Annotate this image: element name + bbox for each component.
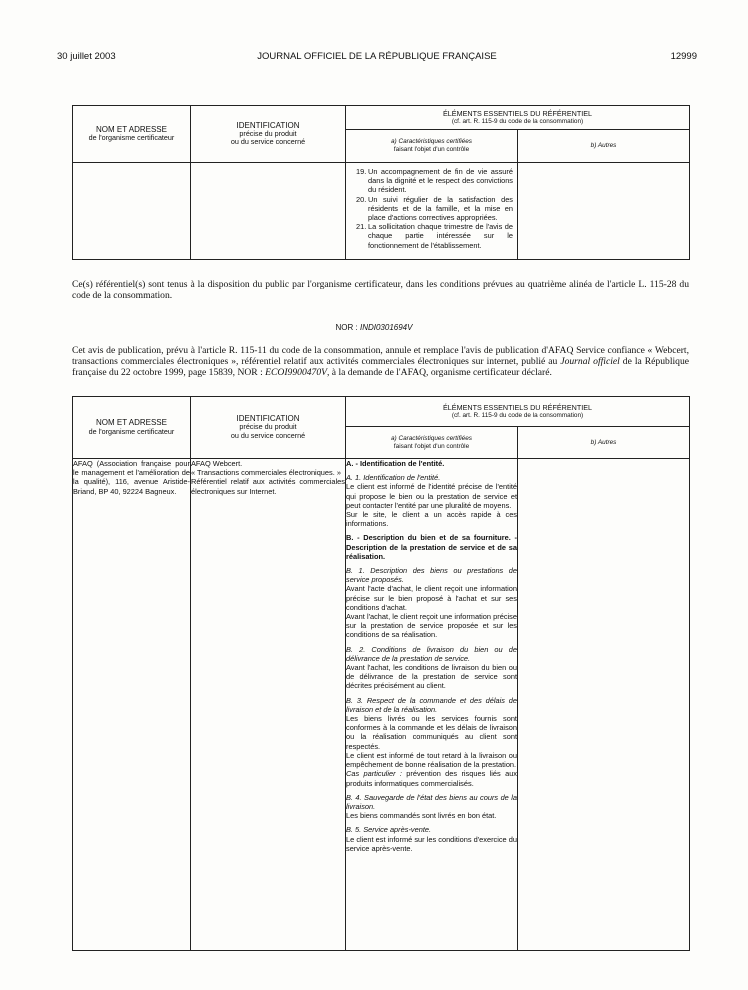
paragraph: Avant l'achat, le client reçoit une information précise sur la prestation de service proposée et sur les conditions de sa réalisation. [346, 612, 517, 640]
paragraph: Avant l'acte d'achat, le client reçoit une information précise sur le bien proposé à l'achat et sur ses conditions d'achat. [346, 584, 517, 612]
cell-identification-empty [191, 163, 346, 260]
cell-criteria [346, 163, 518, 260]
header-elements-essentiels: ÉLÉMENTS ESSENTIELS DU RÉFÉRENTIEL (cf. art. R. 115-9 du code de la consommation) [346, 106, 690, 130]
subsection-title-b3: B. 3. Respect de la commande et des délais de livraison et de la réalisation. [346, 695, 517, 714]
criteria-list [346, 163, 517, 254]
cell-organisme [73, 459, 191, 951]
referentiel-table-2 [72, 396, 690, 951]
paragraph: Sur le site, le client a un accès rapide à ces informations. [346, 510, 517, 529]
cell-autres-empty [518, 459, 690, 951]
header-nom-adresse: NOM ET ADRESSE de l'organisme certificateur [73, 106, 191, 163]
header-identification: IDENTIFICATION précise du produit ou du service concerné [191, 397, 346, 459]
subsection-title-a1: A. 1. Identification de l'entité. [346, 473, 441, 483]
organisme-address: AFAQ (Association française pour le management et l'amélioration de la qualité), 116, avenue Aristide-Briand, BP 40, 92224 Bagneux. [73, 459, 190, 496]
cell-identification [191, 459, 346, 951]
page-header [57, 51, 697, 65]
cell-caracteristiques [346, 459, 518, 951]
paragraph-avis-publication: Cet avis de publication, prévu à l'article R. 115-11 du code de la consommation, annule et remplace l'avis de publication d'AFAQ Service confiance « Webcert, transactions commerciales électroniques », référentiel relatif aux activités commerciales électroniques sur internet, publié au Journal officiel de la République française du 22 octobre 1999, page 15839, NOR : ECOI9900470V, à la demande de l'AFAQ, organisme certificateur déclaré. [72, 345, 689, 378]
section-heading-a: A. - Identification de l'entité. [346, 459, 445, 468]
paragraph: Le client est informé sur les conditions d'exercice du service après-vente. [346, 834, 517, 853]
header-autres: b) Autres [518, 427, 690, 459]
identification-line: Référentiel relatif aux activités commerciales électroniques sur Internet. [191, 477, 345, 496]
referentiel-table-1 [72, 105, 690, 260]
header-page-number: 12999 [670, 51, 697, 62]
header-elements-essentiels: ÉLÉMENTS ESSENTIELS DU RÉFÉRENTIEL (cf. art. R. 115-9 du code de la consommation) [346, 397, 690, 427]
paragraph-referentiels: Ce(s) référentiel(s) sont tenus à la disposition du public par l'organisme certificateur, dans les conditions prévues au quatrième alinéa de l'article L. 115-28 du code de la consommation. [72, 279, 689, 301]
header-journal-title: JOURNAL OFFICIEL DE LA RÉPUBLIQUE FRANÇAISE [257, 51, 497, 62]
subsection-title-b4: B. 4. Sauvegarde de l'état des biens au cours de la livraison. [346, 792, 517, 811]
list-item: 19. Un accompagnement de fin de vie assuré dans la dignité et le respect des convictions du résident. [356, 167, 513, 195]
identification-line: AFAQ Webcert. [191, 459, 243, 468]
header-caracteristiques: a) Caractéristiques certifiées faisant l'objet d'un contrôle [346, 130, 518, 163]
paragraph: Le client est informé de tout retard à la livraison ou empêchement de bonne réalisation de la prestation. [346, 750, 517, 770]
subsection-title-b5: B. 5. Service après-vente. [346, 825, 432, 835]
subsection-title-b2: B. 2. Conditions de livraison du bien ou de délivrance de la prestation de service. [346, 644, 517, 663]
paragraph: Avant l'achat, les conditions de livraison du bien ou de délivrance de la prestation de service sont décrites précisément au client. [346, 663, 517, 691]
cell-organisme-empty [73, 163, 191, 260]
header-nom-adresse: NOM ET ADRESSE de l'organisme certificateur [73, 397, 191, 459]
nor-reference: NOR : INDI0301694V [335, 323, 413, 332]
paragraph-cas-particulier: Cas particulier : prévention des risques liés aux produits informatiques commercialisés. [346, 769, 517, 788]
identification-line: « Transactions commerciales électroniques. » [191, 468, 341, 478]
paragraph: Le client est informé de l'identité précise de l'entité qui propose le bien ou la prestation de service et peut contacter l'entité par une pluralité de moyens. [346, 482, 517, 510]
list-item: 21. La sollicitation chaque trimestre de l'avis de chaque partie intéressée sur le fonctionnement de l'établissement. [356, 222, 513, 250]
header-autres: b) Autres [518, 130, 690, 163]
paragraph: Les biens commandés sont livrés en bon état. [346, 811, 497, 821]
paragraph: Les biens livrés ou les services fournis sont conformes à la commande et les délais de livraison ou la réalisation communiqués au client sont respectés. [346, 714, 517, 751]
list-item: 20. Un suivi régulier de la satisfaction des résidents et de la famille, et la mise en place d'actions correctives appropriées. [356, 194, 513, 223]
header-date: 30 juillet 2003 [57, 51, 116, 62]
header-identification: IDENTIFICATION précise du produit ou du service concerné [191, 106, 346, 163]
header-caracteristiques: a) Caractéristiques certifiées faisant l'objet d'un contrôle [346, 427, 518, 459]
cell-autres-empty [518, 163, 690, 260]
subsection-title-b1: B. 1. Description des biens ou prestations de service proposés. [346, 566, 517, 585]
section-heading-b: B. - Description du bien et de sa fourniture. - Description de la prestation de service et de sa réalisation. [346, 533, 517, 561]
